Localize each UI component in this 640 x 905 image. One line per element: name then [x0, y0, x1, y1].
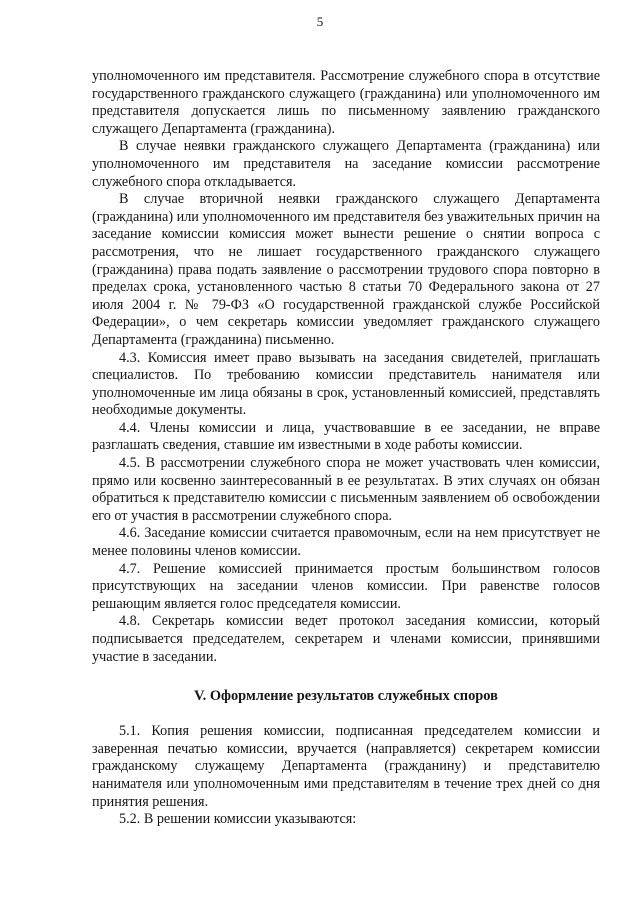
paragraph-4-7: 4.7. Решение комиссией принимается простым большинством голосов присутствующих на заседании членов комиссии. При равенстве голосов решающим является голос председателя комиссии.	[92, 560, 600, 612]
paragraph-5-2: 5.2. В решении комиссии указываются:	[119, 811, 357, 828]
paragraph-5-1: 5.1. Копия решения комиссии, подписанная председателем комиссии и заверенная печатью комиссии, вручается (направляется) секретарем комиссии гражданскому служащему Департамента (гражданину) и представителю нанимателя или уполномоченным ими представителям в течение трех дней со дня принятия решения.	[92, 723, 600, 810]
body-text-top	[92, 68, 600, 666]
paragraph-4-4: 4.4. Члены комиссии и лица, участвовавшие в ее заседании, не вправе разглашать сведения, ставшие им известными в ходе работы комиссии.	[92, 419, 600, 454]
paragraph: уполномоченного им представителя. Рассмотрение служебного спора в отсутствие государственного гражданского служащего (гражданина) или уполномоченного им представителя допускается лишь по письменному заявлению гражданского служащего Департамента (гражданина).	[92, 68, 600, 137]
page-number: 5	[316, 14, 324, 29]
paragraph-4-3: 4.3. Комиссия имеет право вызывать на заседания свидетелей, приглашать специалистов. По требованию комиссии представитель нанимателя или уполномоченные им лица обязаны в срок, установленный комиссией, представлять необходимые документы.	[92, 349, 600, 419]
paragraph-4-5: 4.5. В рассмотрении служебного спора не может участвовать член комиссии, прямо или косвенно заинтересованный в ее результатах. В этих случаях он обязан обратиться к представителю комиссии с письменным заявлением об освобождении его от участия в рассмотрении служебного спора.	[92, 455, 600, 524]
paragraph-4-6: 4.6. Заседание комиссии считается правомочным, если на нем присутствует не менее половины членов комиссии.	[92, 525, 600, 560]
section-heading: V. Оформление результатов служебных споров	[194, 688, 498, 705]
paragraph: В случае неявки гражданского служащего Департамента (гражданина) или уполномоченного им представителя на заседание комиссии рассмотрение служебного спора откладывается.	[92, 138, 600, 190]
body-text-bottom	[92, 723, 600, 829]
paragraph: В случае вторичной неявки гражданского служащего Департамента (гражданина) или уполномоченного им представителя без уважительных причин на заседание комиссии комиссия может вынести решение о снятии вопроса с рассмотрения, что не лишает государственного гражданского служащего (гражданина) права подать заявление о рассмотрении трудового спора повторно в пределах срока, установленного частью 8 статьи 70 Федерального закона от 27 июля 2004 г. № 79-ФЗ «О государственной гражданской службе Российской Федерации», о чем секретарь комиссии уведомляет гражданского служащего Департамента (гражданина) письменно.	[92, 191, 600, 348]
paragraph-4-8: 4.8. Секретарь комиссии ведет протокол заседания комиссии, который подписывается председателем, секретарем и членами комиссии, принявшими участие в заседании.	[92, 613, 600, 665]
